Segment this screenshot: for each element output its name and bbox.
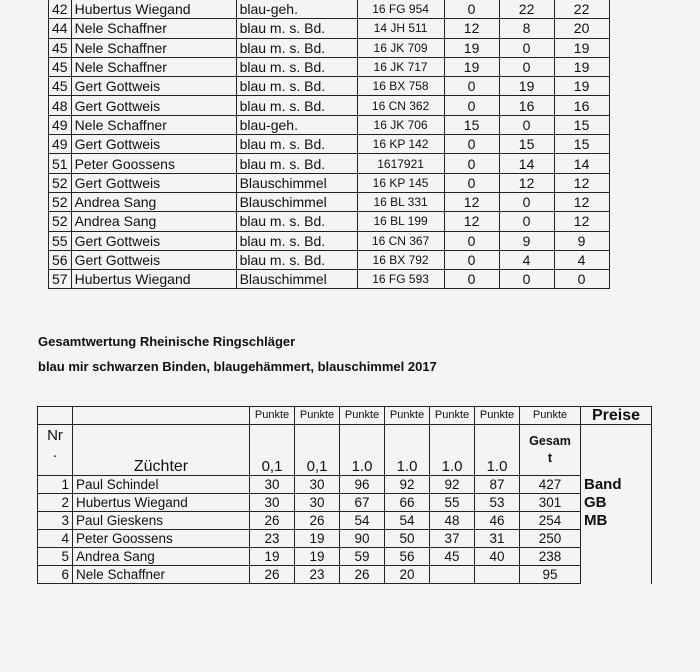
breeder-name: Nele Schaffner: [71, 19, 236, 38]
points-a: 19: [444, 57, 499, 76]
points-total: 16: [554, 96, 609, 115]
breeder-name: Andrea Sang: [71, 212, 236, 231]
total-header: Gesam t: [520, 425, 581, 476]
table-row: [49, 250, 610, 269]
points-a: 12: [444, 212, 499, 231]
color-variety: Blauschimmel: [236, 192, 357, 211]
points-b: 0: [499, 192, 554, 211]
class-header: 1.0: [385, 425, 430, 476]
ring-number: 16 JK 709: [357, 38, 444, 57]
overall-ranking-table: [37, 406, 652, 584]
class-points: 19: [295, 530, 340, 548]
ring-number: 16 CN 367: [357, 231, 444, 250]
points-total: 12: [554, 173, 609, 192]
points-b: 8: [499, 19, 554, 38]
breeder-name: Nele Schaffner: [71, 38, 236, 57]
class-points: 54: [385, 512, 430, 530]
class-points: 26: [340, 566, 385, 584]
class-points: 54: [340, 512, 385, 530]
breeder-name: Nele Schaffner: [71, 57, 236, 76]
color-variety: blau m. s. Bd.: [236, 212, 357, 231]
class-points: 90: [340, 530, 385, 548]
table-row: [38, 494, 652, 512]
class-points: 19: [295, 548, 340, 566]
table-row: [49, 231, 610, 250]
points-a: 0: [444, 0, 499, 19]
total-points: 95: [520, 566, 581, 584]
class-points: 31: [475, 530, 520, 548]
points-a: 15: [444, 115, 499, 134]
points-total: 20: [554, 19, 609, 38]
class-header: 1.0: [430, 425, 475, 476]
row-number: 48: [49, 96, 72, 115]
points-b: 19: [499, 77, 554, 96]
points-total: 12: [554, 192, 609, 211]
class-points: 87: [475, 476, 520, 494]
breeder-name: Hubertus Wiegand: [73, 494, 250, 512]
table-row: [49, 270, 610, 289]
number-header: Nr .: [38, 425, 73, 476]
color-variety: blau m. s. Bd.: [236, 19, 357, 38]
points-total: 4: [554, 250, 609, 269]
class-points: 50: [385, 530, 430, 548]
table-row: [49, 77, 610, 96]
table-row: [49, 212, 610, 231]
points-b: 16: [499, 96, 554, 115]
points-total: 9: [554, 231, 609, 250]
points-b: 0: [499, 57, 554, 76]
row-number: 57: [49, 270, 72, 289]
breeder-name: Gert Gottweis: [71, 250, 236, 269]
ring-number: 16 FG 593: [357, 270, 444, 289]
points-total: 15: [554, 115, 609, 134]
points-total: 12: [554, 212, 609, 231]
points-b: 0: [499, 270, 554, 289]
color-variety: Blauschimmel: [236, 173, 357, 192]
ring-number: 14 JH 511: [357, 19, 444, 38]
results-table: [48, 0, 610, 289]
class-header: 0,1: [250, 425, 295, 476]
points-a: 0: [444, 173, 499, 192]
points-a: 0: [444, 231, 499, 250]
table-row: [38, 512, 652, 530]
color-variety: blau m. s. Bd.: [236, 135, 357, 154]
breeder-name: Gert Gottweis: [71, 135, 236, 154]
table-row: [49, 38, 610, 57]
ring-number: 16 JK 717: [357, 57, 444, 76]
points-total: 14: [554, 154, 609, 173]
row-number: 51: [49, 154, 72, 173]
row-number: 45: [49, 57, 72, 76]
class-points: [475, 566, 520, 584]
breeder-name: Gert Gottweis: [71, 173, 236, 192]
points-a: 0: [444, 135, 499, 154]
class-points: [430, 566, 475, 584]
points-a: 0: [444, 96, 499, 115]
class-points: 56: [385, 548, 430, 566]
class-points: 59: [340, 548, 385, 566]
row-number: 45: [49, 77, 72, 96]
ring-number: 16 BX 792: [357, 250, 444, 269]
class-points: 30: [250, 494, 295, 512]
table-row: [38, 476, 652, 494]
breeder-header: Züchter: [73, 425, 250, 476]
overall-ranking-subheading: blau mir schwarzen Binden, blaugehämmert, blauschimmel 2017: [38, 359, 437, 374]
total-points: 301: [520, 494, 581, 512]
table-row: [49, 192, 610, 211]
breeder-name: Nele Schaffner: [73, 566, 250, 584]
row-number: 56: [49, 250, 72, 269]
table-row: [49, 57, 610, 76]
ring-number: 16 CN 362: [357, 96, 444, 115]
row-number: 49: [49, 135, 72, 154]
class-points: 92: [385, 476, 430, 494]
points-total: 22: [554, 0, 609, 19]
points-header: Punkte: [475, 407, 520, 425]
class-points: 23: [250, 530, 295, 548]
ring-number: 16 BL 199: [357, 212, 444, 231]
ring-number: 16 JK 706: [357, 115, 444, 134]
points-header-row: [38, 407, 652, 425]
points-b: 12: [499, 173, 554, 192]
rank-number: 1: [38, 476, 73, 494]
row-number: 45: [49, 38, 72, 57]
color-variety: blau m. s. Bd.: [236, 231, 357, 250]
rank-number: 6: [38, 566, 73, 584]
prize: MB: [581, 512, 652, 530]
points-a: 0: [444, 77, 499, 96]
points-b: 0: [499, 212, 554, 231]
ring-number: 16 KP 142: [357, 135, 444, 154]
points-header: Punkte: [520, 407, 581, 425]
row-number: 49: [49, 115, 72, 134]
rank-number: 5: [38, 548, 73, 566]
points-b: 0: [499, 38, 554, 57]
table-row: [38, 566, 652, 584]
row-number: 42: [49, 0, 72, 19]
table-row: [49, 135, 610, 154]
class-points: 19: [250, 548, 295, 566]
table-row: [38, 548, 652, 566]
class-points: 37: [430, 530, 475, 548]
color-variety: blau-geh.: [236, 0, 357, 19]
prize: GB: [581, 494, 652, 512]
class-points: 45: [430, 548, 475, 566]
color-variety: Blauschimmel: [236, 270, 357, 289]
points-header: Punkte: [340, 407, 385, 425]
class-points: 20: [385, 566, 430, 584]
breeder-name: Gert Gottweis: [71, 96, 236, 115]
class-points: 67: [340, 494, 385, 512]
class-header: 1.0: [475, 425, 520, 476]
color-variety: blau m. s. Bd.: [236, 250, 357, 269]
points-a: 19: [444, 38, 499, 57]
overall-ranking-heading: Gesamtwertung Rheinische Ringschläger: [38, 334, 296, 349]
rank-number: 3: [38, 512, 73, 530]
total-points: 238: [520, 548, 581, 566]
breeder-name: Peter Goossens: [71, 154, 236, 173]
color-variety: blau m. s. Bd.: [236, 96, 357, 115]
class-points: 30: [295, 476, 340, 494]
breeder-name: Gert Gottweis: [71, 77, 236, 96]
class-points: 46: [475, 512, 520, 530]
class-points: 92: [430, 476, 475, 494]
row-number: 44: [49, 19, 72, 38]
class-points: 26: [295, 512, 340, 530]
breeder-name: Hubertus Wiegand: [71, 0, 236, 19]
table-row: [49, 173, 610, 192]
points-header: Punkte: [295, 407, 340, 425]
prizes-header: Preise: [581, 407, 652, 425]
row-number: 52: [49, 192, 72, 211]
color-variety: blau m. s. Bd.: [236, 38, 357, 57]
class-header: 1.0: [340, 425, 385, 476]
class-points: 30: [250, 476, 295, 494]
rank-number: 4: [38, 530, 73, 548]
breeder-name: Paul Schindel: [73, 476, 250, 494]
row-number: 52: [49, 173, 72, 192]
points-b: 22: [499, 0, 554, 19]
class-points: 48: [430, 512, 475, 530]
table-row: [49, 96, 610, 115]
ring-number: 1617921: [357, 154, 444, 173]
breeder-name: Nele Schaffner: [71, 115, 236, 134]
breeder-name: Andrea Sang: [73, 548, 250, 566]
points-b: 9: [499, 231, 554, 250]
points-total: 15: [554, 135, 609, 154]
prize: Band: [581, 476, 652, 494]
class-points: 40: [475, 548, 520, 566]
prize: [581, 548, 652, 566]
points-total: 19: [554, 57, 609, 76]
ring-number: 16 FG 954: [357, 0, 444, 19]
class-points: 30: [295, 494, 340, 512]
points-a: 12: [444, 19, 499, 38]
points-b: 4: [499, 250, 554, 269]
prize: [581, 566, 652, 584]
table-row: [49, 0, 610, 19]
points-header: Punkte: [385, 407, 430, 425]
table-row: [49, 154, 610, 173]
class-points: 66: [385, 494, 430, 512]
color-variety: blau-geh.: [236, 115, 357, 134]
points-total: 0: [554, 270, 609, 289]
breeder-name: Andrea Sang: [71, 192, 236, 211]
points-a: 0: [444, 250, 499, 269]
class-points: 26: [250, 512, 295, 530]
table-row: [38, 530, 652, 548]
color-variety: blau m. s. Bd.: [236, 154, 357, 173]
color-variety: blau m. s. Bd.: [236, 77, 357, 96]
points-total: 19: [554, 77, 609, 96]
points-a: 0: [444, 154, 499, 173]
class-points: 26: [250, 566, 295, 584]
total-points: 427: [520, 476, 581, 494]
table-row: [49, 19, 610, 38]
prize: [581, 530, 652, 548]
class-points: 55: [430, 494, 475, 512]
class-header: 0,1: [295, 425, 340, 476]
total-points: 250: [520, 530, 581, 548]
table-row: [49, 115, 610, 134]
row-number: 52: [49, 212, 72, 231]
rank-number: 2: [38, 494, 73, 512]
breeder-name: Gert Gottweis: [71, 231, 236, 250]
points-header: Punkte: [430, 407, 475, 425]
ring-number: 16 BX 758: [357, 77, 444, 96]
breeder-name: Hubertus Wiegand: [71, 270, 236, 289]
points-b: 15: [499, 135, 554, 154]
ring-number: 16 BL 331: [357, 192, 444, 211]
breeder-name: Peter Goossens: [73, 530, 250, 548]
color-variety: blau m. s. Bd.: [236, 57, 357, 76]
class-points: 96: [340, 476, 385, 494]
row-number: 55: [49, 231, 72, 250]
points-header: Punkte: [250, 407, 295, 425]
points-b: 14: [499, 154, 554, 173]
points-a: 0: [444, 270, 499, 289]
class-points: 23: [295, 566, 340, 584]
total-points: 254: [520, 512, 581, 530]
class-points: 53: [475, 494, 520, 512]
class-header-row: [38, 425, 652, 476]
points-total: 19: [554, 38, 609, 57]
ring-number: 16 KP 145: [357, 173, 444, 192]
points-b: 0: [499, 115, 554, 134]
breeder-name: Paul Gieskens: [73, 512, 250, 530]
points-a: 12: [444, 192, 499, 211]
